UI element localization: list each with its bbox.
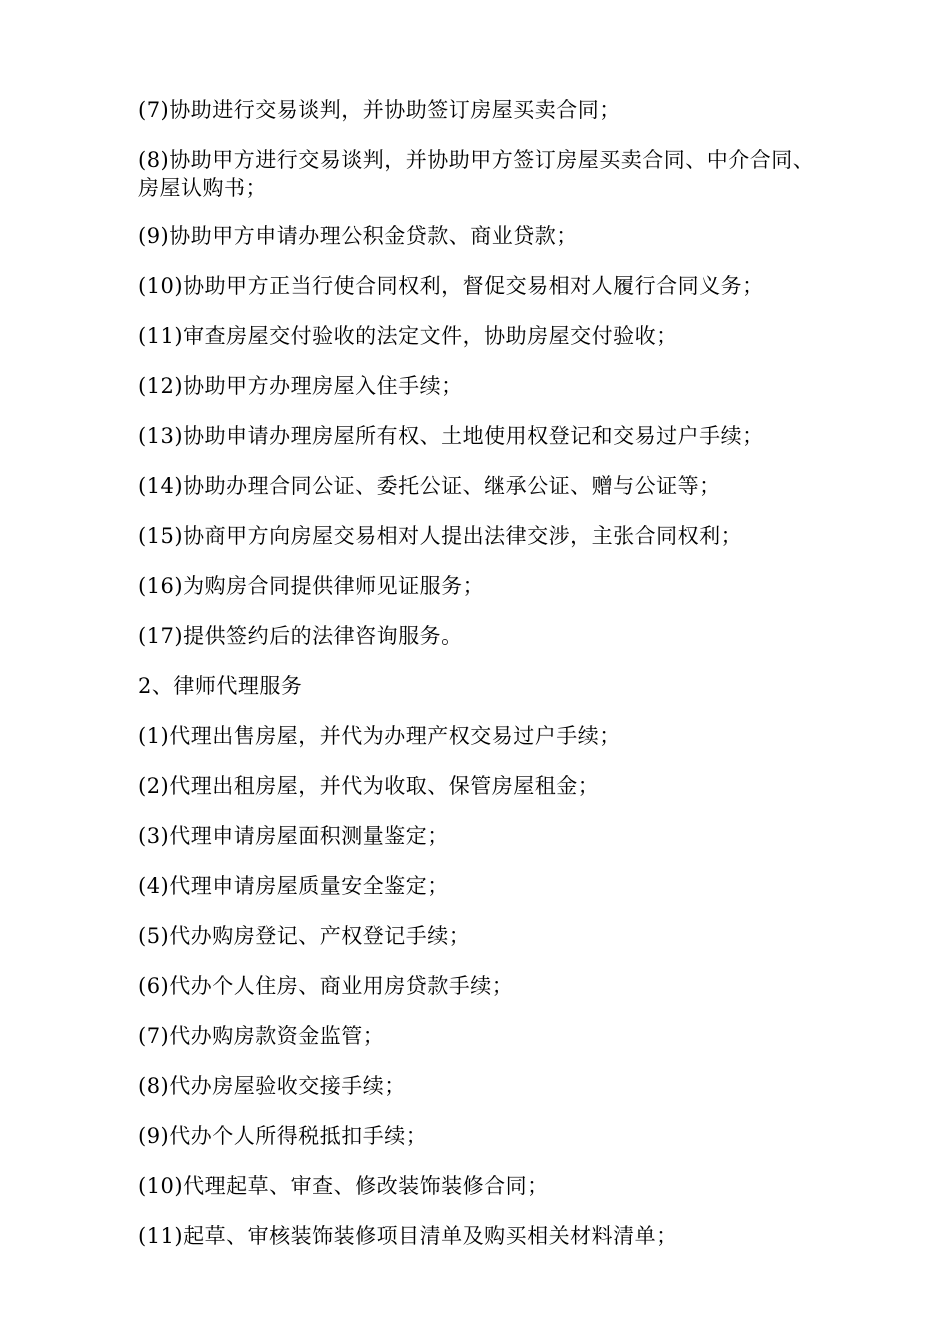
paragraph-line: (7)代办购房款资金监管； — [138, 1024, 385, 1048]
section-heading: 2、律师代理服务 — [138, 674, 303, 698]
paragraph-line: (6)代办个人住房、商业用房贷款手续； — [138, 974, 514, 998]
paragraph-line: (8)协助甲方进行交易谈判，并协助甲方签订房屋买卖合同、中介合同、房屋认购书； — [138, 148, 815, 200]
paragraph-line: (15)协商甲方向房屋交易相对人提出法律交涉，主张合同权利； — [138, 524, 743, 548]
paragraph-line: (4)代理申请房屋质量安全鉴定； — [138, 874, 449, 898]
paragraph-line: (11)起草、审核装饰装修项目清单及购买相关材料清单； — [138, 1224, 678, 1248]
paragraph-line: (17)提供签约后的法律咨询服务。 — [138, 624, 463, 648]
paragraph-line: (3)代理申请房屋面积测量鉴定； — [138, 824, 449, 848]
paragraph-line: (10)协助甲方正当行使合同权利，督促交易相对人履行合同义务； — [138, 274, 764, 298]
paragraph-line: (11)审查房屋交付验收的法定文件，协助房屋交付验收； — [138, 324, 678, 348]
paragraph-line: (9)协助甲方申请办理公积金贷款、商业贷款； — [138, 224, 578, 248]
paragraph-line: (12)协助甲方办理房屋入住手续； — [138, 374, 463, 398]
paragraph-line: (7)协助进行交易谈判，并协助签订房屋买卖合同； — [138, 98, 621, 122]
paragraph-line: (5)代办购房登记、产权登记手续； — [138, 924, 471, 948]
paragraph-line: (9)代办个人所得税抵扣手续； — [138, 1124, 428, 1148]
paragraph-line: (2)代理出租房屋，并代为收取、保管房屋租金； — [138, 774, 600, 798]
paragraph-line: (14)协助办理合同公证、委托公证、继承公证、赠与公证等； — [138, 474, 721, 498]
paragraph-line: (8)代办房屋验收交接手续； — [138, 1074, 406, 1098]
paragraph-line: (16)为购房合同提供律师见证服务； — [138, 574, 485, 598]
paragraph-line: (1)代理出售房屋，并代为办理产权交易过户手续； — [138, 724, 621, 748]
paragraph-line: (13)协助申请办理房屋所有权、土地使用权登记和交易过户手续； — [138, 424, 764, 448]
paragraph-line: (10)代理起草、审查、修改装饰装修合同； — [138, 1174, 549, 1198]
